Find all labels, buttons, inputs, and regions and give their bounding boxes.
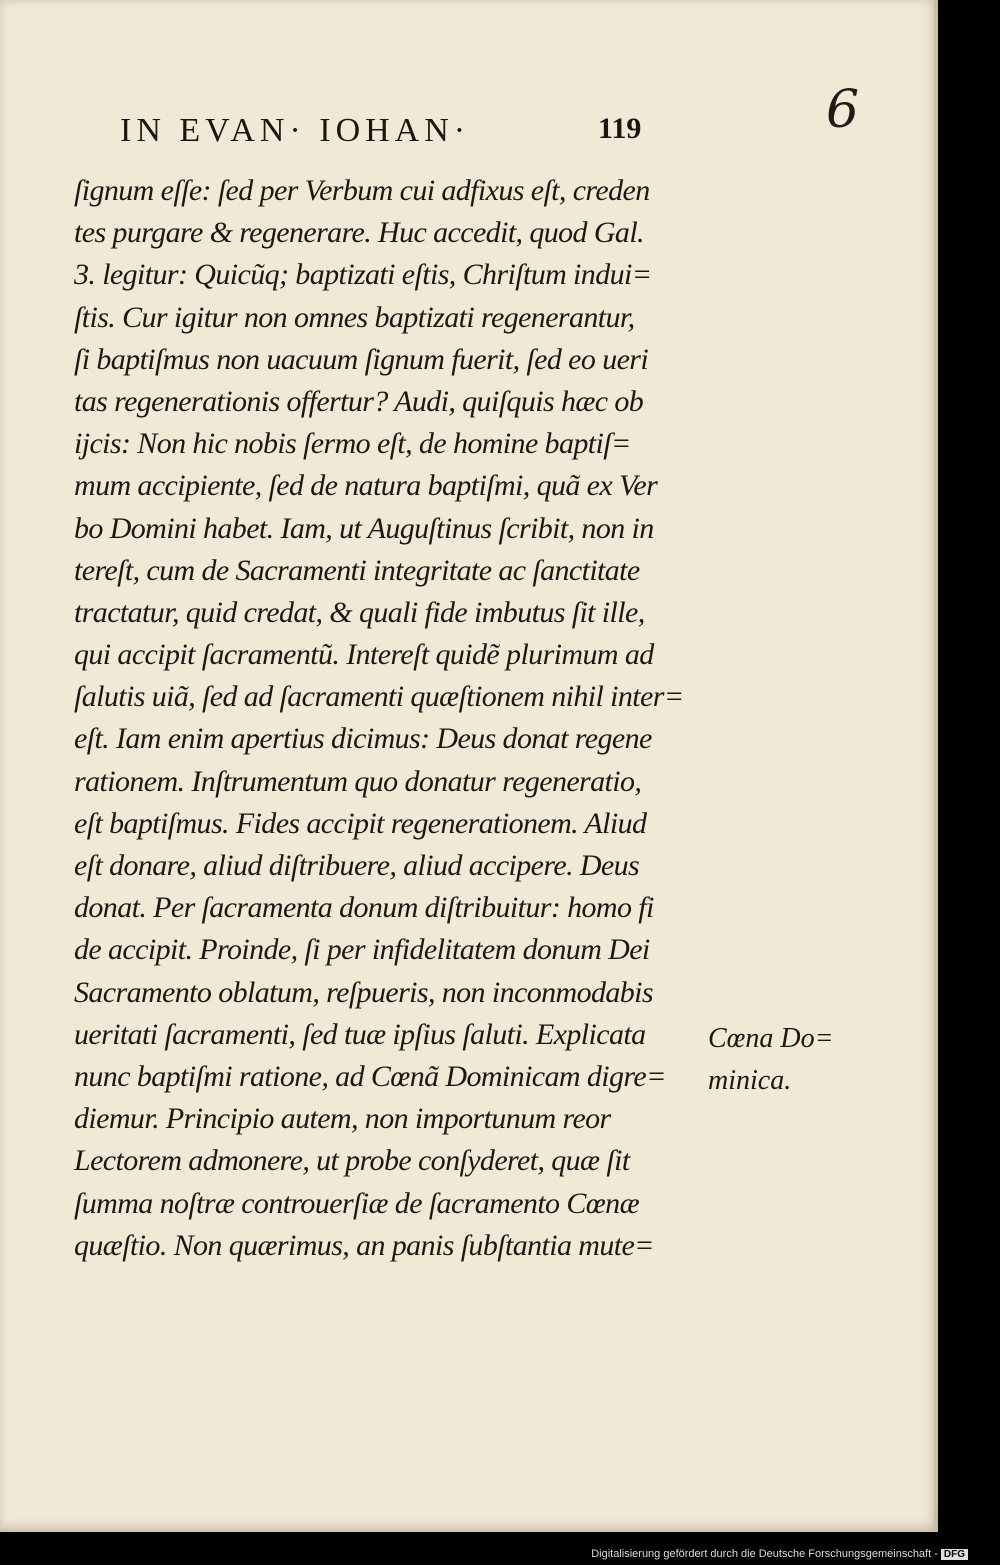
text-line: qui accipit ſacramentũ. Intereſt quidẽ plurimum ad [74, 638, 654, 672]
text-line: Sacramento oblatum, reſpueris, non inconmodabis [74, 975, 653, 1009]
text-line: ſumma noſtræ controuerſiæ de ſacramento Cœnæ [74, 1186, 639, 1220]
text-line: eſt donare, aliud diſtribuere, aliud accipere. Deus [74, 849, 640, 882]
text-line: 3. legitur: Quicũq; baptizati eſtis, Chriſtum indui= [74, 258, 652, 292]
text-line: ueritati ſacramenti, ſed tuæ ipſius ſaluti. Explicata [74, 1017, 646, 1051]
text-line: eſt. Iam enim apertius dicimus: Deus donat regene [74, 722, 652, 756]
handwritten-folio-mark: 6 [826, 80, 860, 140]
text-line: ſignum eſſe: ſed per Verbum cui adfixus eſt, creden [74, 174, 650, 207]
text-line: tractatur, quid credat, & quali fide imbutus ſit ille, [74, 595, 645, 629]
digitization-credit [591, 1548, 968, 1560]
text-line: Lectorem admonere, ut probe conſyderet, quæ ſit [74, 1144, 630, 1178]
text-line: ſalutis uiã, ſed ad ſacramenti quæſtionem nihil inter= [74, 680, 684, 714]
text-line: tes purgare & regenerare. Huc accedit, quod Gal. [74, 216, 644, 250]
text-line: ſtis. Cur igitur non omnes baptizati regenerantur, [74, 300, 635, 334]
text-line: ijcis: Non hic nobis ſermo eſt, de homine baptiſ= [74, 427, 631, 461]
text-line: eſt baptiſmus. Fides accipit regenerationem. Aliud [74, 806, 647, 840]
dfg-logo: DFG [941, 1549, 968, 1560]
text-line: quæſtio. Non quærimus, an panis ſubſtantia mute= [74, 1228, 654, 1262]
text-line: ſi baptiſmus non uacuum ſignum fuerit, ſed eo ueri [74, 342, 649, 376]
text-line: nunc baptiſmi ratione, ad Cœnã Dominicam digre= [74, 1059, 666, 1093]
text-line: rationem. Inſtrumentum quo donatur regeneratio, [74, 764, 642, 798]
body-text [74, 170, 714, 1267]
text-line: bo Domini habet. Iam, ut Auguſtinus ſcribit, non in [74, 511, 654, 545]
credit-text: Digitalisierung gefördert durch die Deutsche Forschungsgemeinschaft - [591, 1548, 938, 1560]
text-line: de accipit. Proinde, ſi per infidelitatem donum Dei [74, 933, 650, 967]
margin-note-line: minica. [708, 1065, 792, 1096]
text-line: mum accipiente, ſed de natura baptiſmi, quã ex Ver [74, 469, 658, 503]
text-line: tereſt, cum de Sacramenti integritate ac ſanctitate [74, 553, 640, 587]
running-header: IN EVAN· IOHAN· [120, 112, 471, 149]
text-line: diemur. Principio autem, non importunum reor [74, 1102, 611, 1136]
margin-note-line: Cœna Do= [708, 1023, 834, 1054]
text-line: donat. Per ſacramenta donum diſtribuitur: homo fi [74, 891, 654, 925]
text-line: tas regenerationis offertur? Audi, quiſquis hæc ob [74, 384, 644, 418]
page-number: 119 [598, 112, 642, 145]
margin-note [708, 1018, 908, 1102]
